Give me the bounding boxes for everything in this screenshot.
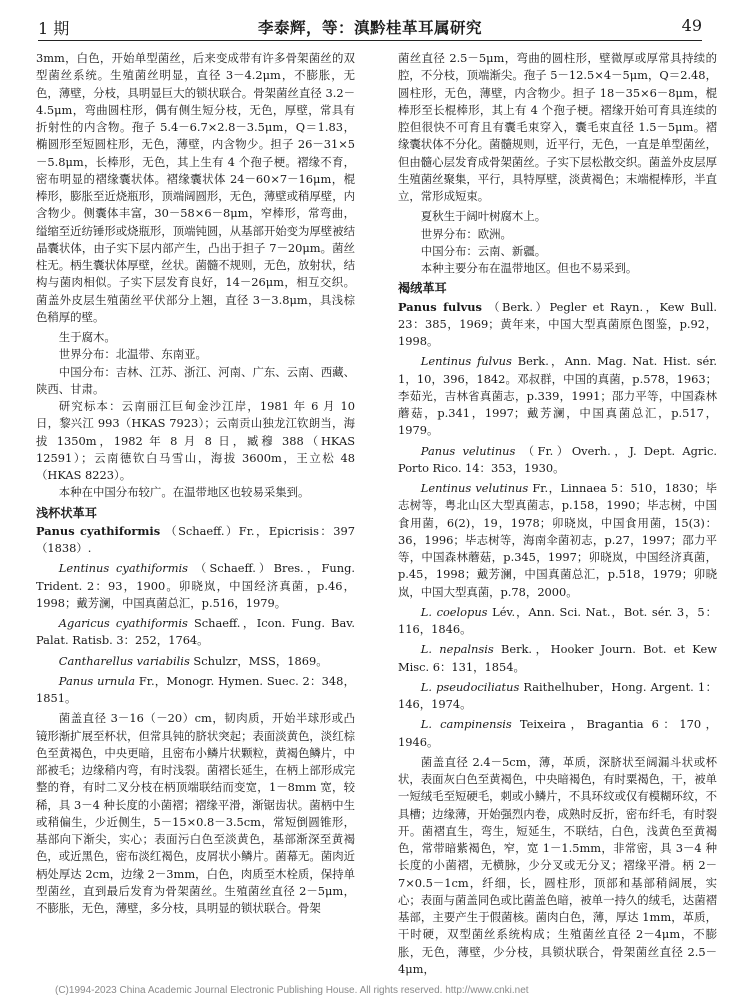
- citation-text: Schulzr，MSS，1869。: [193, 653, 328, 668]
- scientific-name: Lentinus velutinus: [420, 481, 529, 495]
- scientific-name: L. pseudociliatus: [420, 679, 520, 694]
- body-paragraph: 中国分布：云南、新疆。: [420, 243, 547, 258]
- synonym-reference: [398, 641, 717, 676]
- citation-text: Berk.，Ann. Mag. Nat. Hist. sér. 1，10，396，1842。邓叔群，中国的真菌，p.578，1963；李茹光，吉林省真菌志，p.339，1991；邵力平等，中国森林蘑菇，p.341，1997；戴芳澜，中国真菌总汇，p.517，1979。: [398, 354, 718, 438]
- citation-text: Schaeff.，Icon. Fung. Bav. Palat. Ratisb. 3：252，1764。: [36, 616, 355, 648]
- synonym-reference: [36, 673, 355, 708]
- synonym-reference: [398, 480, 717, 601]
- right-text-column: [398, 50, 717, 978]
- citation-text: （Schaeff.）Bres.，Fung. Trident. 2：93，1900。卯晓岚，中国经济真菌，p.46，1998；戴芳澜，中国真菌总汇，p.516，1979。: [36, 561, 355, 610]
- scientific-name: Agaricus cyathiformis: [58, 616, 188, 630]
- body-paragraph: 本种在中国分布较广。在温带地区也较易采集到。: [58, 485, 310, 500]
- synonym-reference: [398, 679, 717, 714]
- scientific-name: Panus fulvus: [398, 299, 482, 314]
- scientific-name: L. coelopus: [420, 604, 488, 619]
- citation-text: （Fr.）Overh.，J. Dept. Agric. Porto Rico. 14：353，1930。: [398, 443, 717, 475]
- synonym-reference: [398, 353, 717, 439]
- synonym-reference: [36, 523, 355, 558]
- citation-text: Raithelhuber，Hong. Argent. 1：146，1974。: [398, 679, 717, 711]
- copyright-footer: (C)1994-2023 China Academic Journal Electronic Publishing House. All rights reserved. http://www.cnki.net: [55, 985, 529, 996]
- synonym-reference: [398, 299, 717, 351]
- citation-text: Fr.，Linnaea 5：510，1830；毕志树等，粤北山区大型真菌志，p.158，1990；毕志树，中国食用菌，6(2)，19，1978；卯晓岚，中国食用菌，15(3)：36，1996；毕志树等，海南伞菌初志，p.27，1997；邵力平等，中国森林蘑菇，p.345，1997；卯晓岚，中国经济真菌，p.45，1998；戴芳澜，中国真菌总汇，p.518，1979；卯晓岚，中国大型真菌，p.78，2000。: [398, 481, 717, 599]
- species-heading: 浅杯状革耳: [36, 505, 97, 520]
- article-title: 李泰辉，等：滇黔桂革耳属研究: [257, 18, 482, 37]
- scientific-name: Cantharellus variabilis: [58, 653, 190, 668]
- body-paragraph: 菌盖直径 3－16（－20）cm，韧肉质，开始半球形或凸镜形渐扩展至杯状，但常具钝的脐状突起；表面淡黄色，淡红棕色至黄褐色，中央更暗，且密布小鳞片状颗粒，黄褐色鳞片，中部被毛；边缘稍内弯，有时浅裂。菌褶长延生，在柄上部形成完整的脊，有时二叉分枝在柄顶端联结而变宽，1－8mm 宽，较稀，具 3－4 种长度的小菌褶；褶缘平滑，渐锯齿状。菌柄中生或稍偏生，少近侧生，5－15×0.8－3.5cm，常短倒圆锥形，基部向下渐尖，实心；表面污白色至淡黄色，基部渐深至黄褐色，或近黑色，密布淡红褐色，皮屑状小鳞片。菌幕无。菌肉近柄处厚达 2cm，边缘 2－3mm，白色，肉质至木栓质，保持单型菌丝，直到最后发育为骨架菌丝。生殖菌丝直径 2－5μm，不膨胀，无色，薄壁，多分枝，具明显的锁状联合。骨架: [36, 711, 355, 915]
- running-header: [38, 10, 702, 41]
- synonym-reference: [36, 615, 355, 650]
- citation-text: Berk.，Hooker Journ. Bot. et Kew Misc. 6：131，1854。: [398, 642, 717, 674]
- synonym-reference: [36, 560, 355, 612]
- body-paragraph: 菌丝直径 2.5－5μm，弯曲的圆柱形，壁微厚或厚常具持续的腔，不分枝，顶端渐尖。孢子 5－12.5×4－5μm，Q＝2.48，圆柱形，无色，薄壁，内含物少。担子 18－35×6－8μm，棍棒形至长棍棒形，其上有 4 个孢子梗。褶缘开始可育具连续的腔但很快不可育且有囊毛束穿入，囊毛束直径 1.5－5μm。褶缘囊状体不分化。菌髓规则，近平行，无色，一直是单型菌丝，但由髓心层发育成骨架菌丝。子实下层松散交织。菌盖外皮层厚生殖菌丝聚集，平行，具特厚壁，淡黄褐色；末端棍棒形，半直立，常形成短束。: [398, 51, 717, 203]
- body-paragraph: 生于腐木。: [58, 330, 116, 344]
- scientific-name: Lentinus fulvus: [420, 354, 512, 369]
- synonym-reference: [398, 604, 717, 639]
- synonym-reference: [398, 443, 717, 478]
- scientific-name: L. campinensis: [420, 717, 512, 732]
- body-paragraph: 中国分布：吉林、江苏、浙江、河南、广东、云南、西藏、陕西、甘肃。: [36, 364, 355, 396]
- synonym-reference: [398, 716, 717, 751]
- citation-text: （Berk.）Pegler et Rayn.，Kew Bull. 23：385，1969；黄年来，中国大型真菌原色图鉴，p.92，1998。: [398, 299, 717, 348]
- citation-text: （Schaeff.）Fr.，Epicrisis：397（1838）.: [36, 523, 355, 555]
- body-paragraph: 本种主要分布在温带地区。但也不易采到。: [420, 261, 638, 275]
- body-paragraph: 研究标本：云南丽江巨甸金沙江岸，1981 年 6 月 10 日，黎兴江 993（HKAS 7923）；云南贡山独龙江钦朗当，海拔 1350m，1982 年 8 月 8 日，臧穆 388（HKAS 12591）；云南德钦白马雪山，海拔 3600m，王立松 48（HKAS 8223）。: [36, 399, 355, 482]
- species-heading: 褐绒革耳: [398, 281, 447, 296]
- citation-text: Fr.，Monogr. Hymen. Suec. 2：348，1851。: [36, 673, 356, 705]
- scientific-name: L. nepalnsis: [420, 642, 494, 657]
- page-number: 49: [681, 16, 702, 35]
- synonym-reference: [36, 653, 355, 670]
- body-paragraph: 世界分布：北温带、东南亚。: [58, 347, 207, 362]
- body-paragraph: 世界分布：欧洲。: [420, 226, 512, 241]
- citation-text: Teixeira，Bragantia 6：170，1946。: [398, 717, 717, 749]
- body-paragraph: 3mm，白色，开始单型菌丝，后来变成带有许多骨架菌丝的双型菌丝系统。生殖菌丝明显，直径 3－4.2μm，不膨胀，无色，薄壁，分枝，具明显巨大的锁状联合。骨架菌丝直径 3.2－4.5μm，弯曲圆柱形，偶有侧生短分枝，无色，厚壁，常具有折射性的内含物。孢子 5.4－6.7×2.8－3.5μm，Q＝1.83，椭圆形至短圆柱形，无色，薄壁，内含物少。担子 26－31×5－5.8μm，长棒形，无色，其上生有 4 个孢子梗。褶缘不育，密布明显的褶缘囊状体。褶缘囊状体 24－60×7－16μm，棍棒形，膨胀至近烧瓶形，顶端阔圆形，无色，薄壁或稍厚壁，内含物少。侧囊体丰富，30－58×6－8μm，窄棒形，常弯曲，缢缩至近纺锤形或烧瓶形，顶端钝圆，从基部开始变为厚壁被结晶囊状体，由子实下层内部产生，凸出于担子 7－20μm。菌丝柱无。柄生囊状体厚壁，丝状。菌髓不规则，无色，放射状，结构与菌肉相似。子实下层发育良好，14－26μm，相互交织。菌盖外皮层生殖菌丝平伏部分上翘，直径 3－3.8μm，具浅棕色稍厚的壁。: [36, 51, 355, 324]
- left-text-column: [36, 50, 355, 917]
- scientific-name: Panus urnula: [58, 673, 135, 688]
- scientific-name: Lentinus cyathiformis: [58, 561, 188, 576]
- body-paragraph: 夏秋生于阔叶树腐木上。: [420, 209, 547, 224]
- scientific-name: Panus cyathiformis: [36, 523, 161, 538]
- issue-label: 1 期: [38, 19, 70, 38]
- citation-text: Lév.，Ann. Sci. Nat.，Bot. sér. 3，5：116，1846。: [398, 604, 718, 636]
- body-paragraph: 菌盖直径 2.4－5cm，薄，革质，深脐状至阔漏斗状或杯状，表面灰白色至黄褐色，中央暗褐色，有时粟褐色，干，被单一短绒毛至短硬毛，刺或小鳞片，不具环纹或仅有模糊环纹，不具槽；边缘薄，开始强烈内卷，成熟时反折，密布纤毛，有时裂开。菌褶直生，弯生，短延生，不联结，白色，浅黄色至黄褐色，常带暗紫褐色，窄，宽 1－1.5mm，非常密，具 3－4 种长度的小菌褶，无横脉，少分叉或无分叉；褶缘平滑。柄 2－7×0.5－1cm，纤细，长，圆柱形，顶部和基部稍阔展，实心；表面与菌盖同色或比菌盖色暗，被单一持久的绒毛，达菌褶基部，主要产生于假菌核。菌肉白色，薄，厚达 1mm，革质，干时硬，双型菌丝系统构成；生殖菌丝直径 2－4μm，不膨胀，无色，薄壁，少分枝，具锁状联合，骨架菌丝直径 2.5－4μm，: [398, 754, 717, 976]
- scientific-name: Panus velutinus: [420, 443, 516, 458]
